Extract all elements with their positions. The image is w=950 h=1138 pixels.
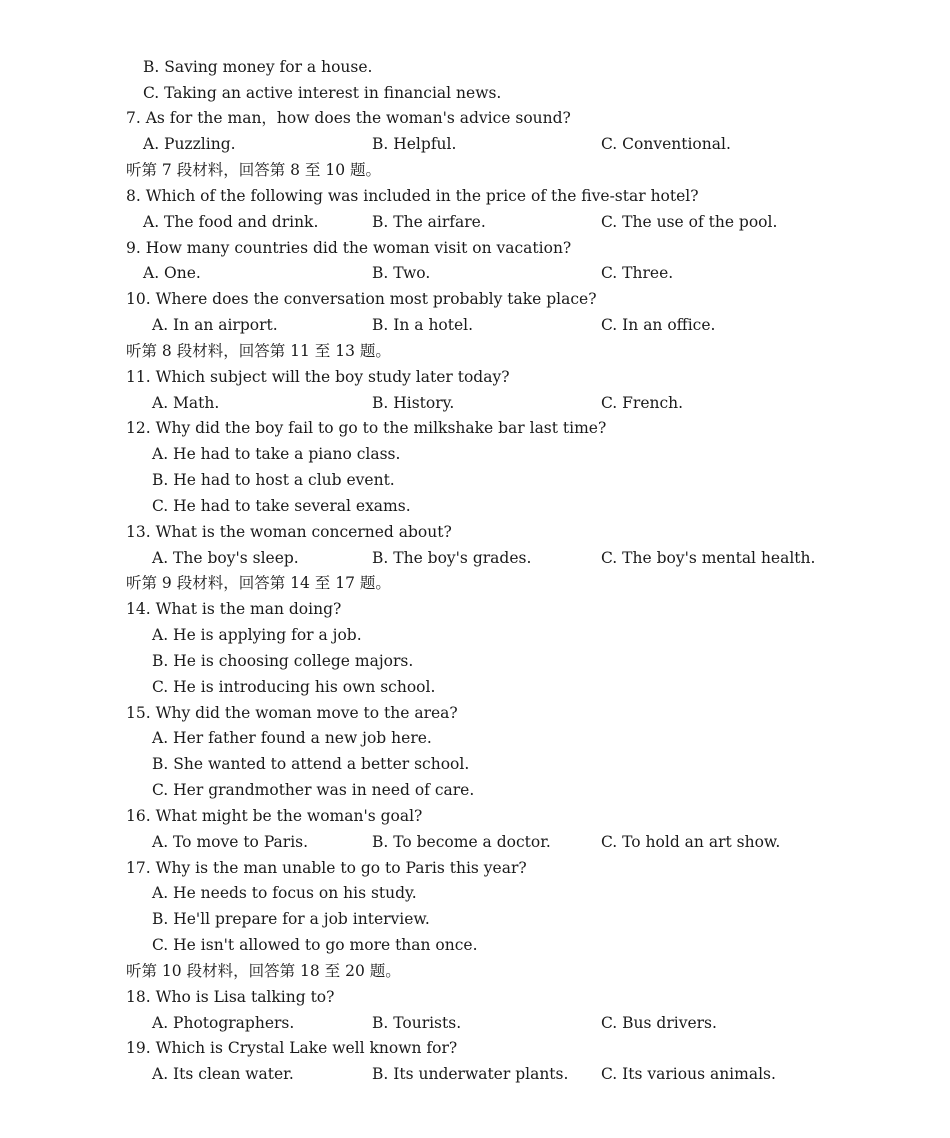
- option-line: [0, 132, 950, 156]
- option-a: A. One.: [143, 264, 201, 282]
- option-b: B. Helpful.: [372, 135, 457, 153]
- option-line: [0, 1062, 950, 1086]
- option-a: A. He had to take a piano class.: [152, 445, 401, 463]
- option-a: A. Math.: [152, 394, 220, 412]
- section-text: 听第 8 段材料，回答第 11 至 13 题。: [126, 342, 391, 360]
- question-17: [0, 856, 950, 880]
- option-c: C. Taking an active interest in financial news.: [143, 84, 502, 102]
- question-text: 8. Which of the following was included in the price of the five-star hotel?: [126, 187, 699, 205]
- question-text: 11. Which subject will the boy study later today?: [126, 368, 510, 386]
- option-a: A. He needs to focus on his study.: [152, 884, 417, 902]
- question-text: 17. Why is the man unable to go to Paris this year?: [126, 859, 527, 877]
- option-b: B. Two.: [372, 264, 431, 282]
- option-c: C. In an office.: [601, 316, 716, 334]
- option-line: [0, 649, 950, 673]
- option-line: [0, 830, 950, 854]
- option-b: B. Its underwater plants.: [372, 1065, 569, 1083]
- question-text: 13. What is the woman concerned about?: [126, 523, 452, 541]
- option-b: B. Saving money for a house.: [143, 58, 373, 76]
- option-a: A. Puzzling.: [143, 135, 236, 153]
- question-text: 15. Why did the woman move to the area?: [126, 704, 458, 722]
- section-heading: [0, 571, 950, 595]
- question-8: [0, 184, 950, 208]
- option-b: B. To become a doctor.: [372, 833, 551, 851]
- option-b: B. The boy's grades.: [372, 549, 532, 567]
- question-7: [0, 106, 950, 130]
- option-line: [0, 494, 950, 518]
- option-b: B. History.: [372, 394, 455, 412]
- option-line: [0, 881, 950, 905]
- option-c: C. Three.: [601, 264, 674, 282]
- option-b: B. He had to host a club event.: [152, 471, 395, 489]
- option-a: A. The boy's sleep.: [152, 549, 299, 567]
- option-c: C. He is introducing his own school.: [152, 678, 436, 696]
- question-text: 18. Who is Lisa talking to?: [126, 988, 335, 1006]
- option-line: [0, 468, 950, 492]
- question-18: [0, 985, 950, 1009]
- option-a: A. Her father found a new job here.: [152, 729, 432, 747]
- option-line: [0, 675, 950, 699]
- question-19: [0, 1036, 950, 1060]
- question-13: [0, 520, 950, 544]
- option-c: C. The boy's mental health.: [601, 549, 816, 567]
- option-line: [0, 933, 950, 957]
- question-text: 9. How many countries did the woman visit on vacation?: [126, 239, 572, 257]
- option-line: [0, 546, 950, 570]
- question-16: [0, 804, 950, 828]
- option-a: A. Photographers.: [152, 1014, 295, 1032]
- option-line: [0, 907, 950, 931]
- section-heading: [0, 959, 950, 983]
- section-text: 听第 10 段材料，回答第 18 至 20 题。: [126, 962, 401, 980]
- option-a: A. Its clean water.: [152, 1065, 294, 1083]
- option-line: [0, 261, 950, 285]
- question-text: 10. Where does the conversation most probably take place?: [126, 290, 597, 308]
- option-c: C. To hold an art show.: [601, 833, 781, 851]
- question-14: [0, 597, 950, 621]
- option-a: A. The food and drink.: [143, 213, 319, 231]
- option-line: [0, 1011, 950, 1035]
- option-b: B. Tourists.: [372, 1014, 462, 1032]
- option-line: [0, 55, 950, 79]
- section-heading: [0, 158, 950, 182]
- question-11: [0, 365, 950, 389]
- option-line: [0, 391, 950, 415]
- option-c: C. He isn't allowed to go more than once.: [152, 936, 478, 954]
- option-line: [0, 81, 950, 105]
- option-line: [0, 778, 950, 802]
- option-b: B. In a hotel.: [372, 316, 474, 334]
- option-a: A. In an airport.: [152, 316, 278, 334]
- option-line: [0, 313, 950, 337]
- option-c: C. Its various animals.: [601, 1065, 776, 1083]
- option-line: [0, 623, 950, 647]
- option-c: C. The use of the pool.: [601, 213, 778, 231]
- question-15: [0, 701, 950, 725]
- option-b: B. She wanted to attend a better school.: [152, 755, 470, 773]
- question-text: 19. Which is Crystal Lake well known for?: [126, 1039, 458, 1057]
- question-text: 7. As for the man，how does the woman's advice sound?: [126, 109, 571, 127]
- question-12: [0, 416, 950, 440]
- question-9: [0, 236, 950, 260]
- question-text: 12. Why did the boy fail to go to the milkshake bar last time?: [126, 419, 607, 437]
- option-c: C. Conventional.: [601, 135, 731, 153]
- option-line: [0, 442, 950, 466]
- option-line: [0, 210, 950, 234]
- option-line: [0, 726, 950, 750]
- option-a: A. To move to Paris.: [152, 833, 309, 851]
- section-heading: [0, 339, 950, 363]
- option-c: C. Bus drivers.: [601, 1014, 717, 1032]
- option-b: B. The airfare.: [372, 213, 486, 231]
- option-b: B. He is choosing college majors.: [152, 652, 414, 670]
- section-text: 听第 7 段材料，回答第 8 至 10 题。: [126, 161, 382, 179]
- option-c: C. He had to take several exams.: [152, 497, 411, 515]
- option-b: B. He'll prepare for a job interview.: [152, 910, 430, 928]
- question-text: 14. What is the man doing?: [126, 600, 342, 618]
- option-c: C. French.: [601, 394, 684, 412]
- option-a: A. He is applying for a job.: [152, 626, 362, 644]
- option-c: C. Her grandmother was in need of care.: [152, 781, 475, 799]
- option-line: [0, 752, 950, 776]
- question-10: [0, 287, 950, 311]
- section-text: 听第 9 段材料，回答第 14 至 17 题。: [126, 574, 391, 592]
- question-text: 16. What might be the woman's goal?: [126, 807, 423, 825]
